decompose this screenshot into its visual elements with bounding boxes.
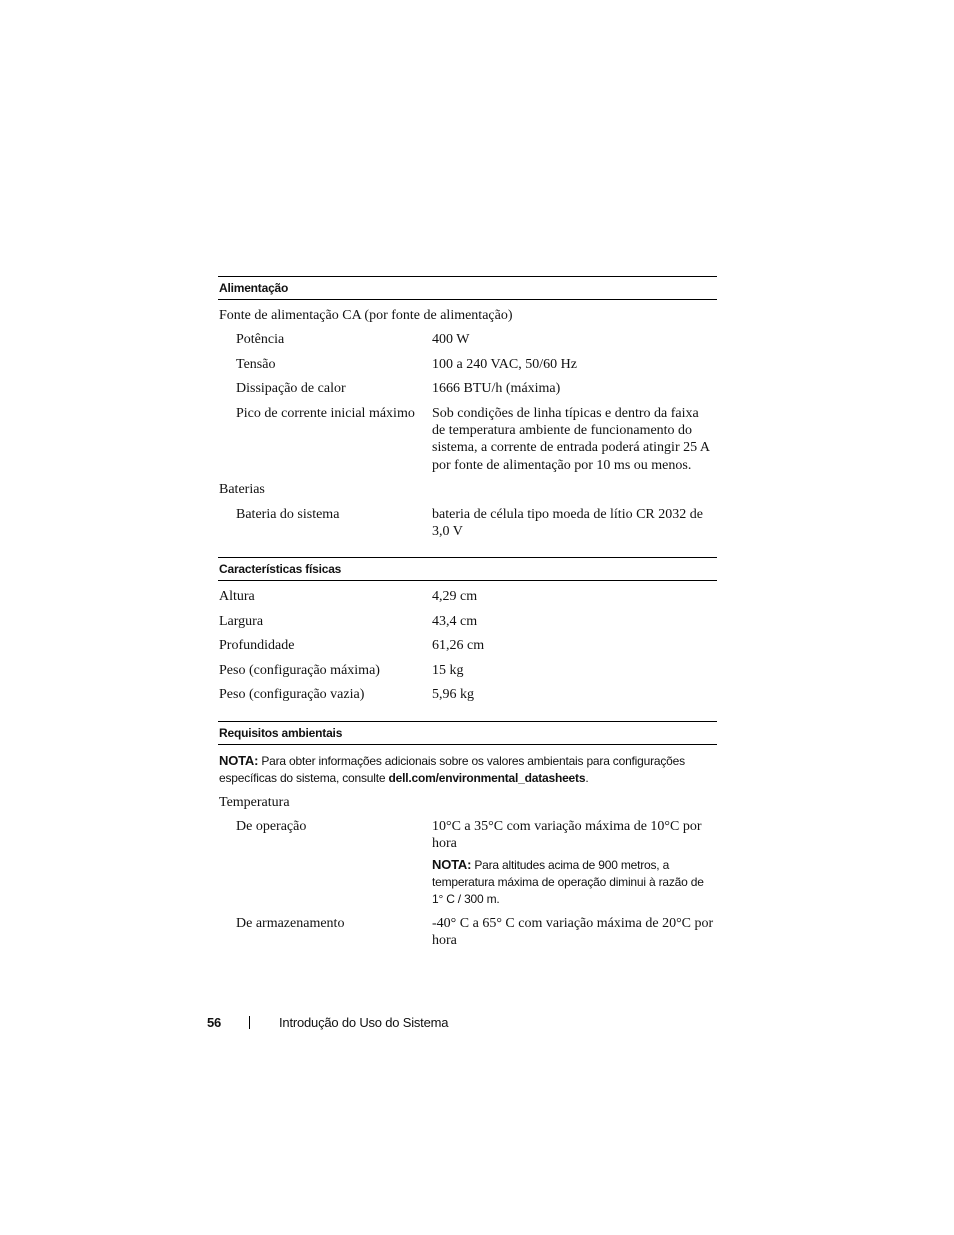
spec-value: 5,96 kg	[432, 687, 474, 703]
page-number: 56	[207, 1015, 222, 1030]
spec-row-heat-dissipation	[218, 380, 717, 397]
footer-separator	[249, 1016, 250, 1029]
spec-row-power-wattage	[218, 331, 717, 348]
spec-value: 43,4 cm	[432, 613, 478, 629]
batteries-heading: Baterias	[219, 482, 265, 498]
section-spacer	[218, 704, 717, 721]
spec-label: Altura	[219, 589, 255, 605]
footer-title: Introdução do Uso do Sistema	[279, 1015, 449, 1030]
note-label: NOTA:	[219, 752, 259, 768]
spec-value: 10°C a 35°C com variação máxima de 10°C por hora	[432, 818, 702, 852]
spec-row-weight-max	[218, 662, 717, 679]
spec-value-group	[432, 818, 717, 908]
spec-label: Profundidade	[219, 638, 295, 654]
spec-value: 61,26 cm	[432, 638, 485, 654]
spec-value: -40° C a 65° C com variação máxima de 20°C por hora	[432, 915, 714, 949]
psu-heading: Fonte de alimentação CA (por fonte de alimentação)	[219, 308, 513, 323]
section-header-power: Alimentação	[218, 276, 717, 300]
section-header-physical: Características físicas	[218, 557, 717, 581]
spec-value: 100 a 240 VAC, 50/60 Hz	[432, 356, 577, 372]
spec-row-voltage	[218, 356, 717, 373]
spec-value: 1666 BTU/h (máxima)	[432, 381, 561, 397]
note-text: Para altitudes acima de 900 metros, a temperatura máxima de operação diminui à razão de 1° C / 300 m.	[432, 857, 704, 906]
spec-label: Pico de corrente inicial máximo	[236, 405, 415, 421]
spec-row-system-battery	[218, 506, 717, 541]
spec-label: Potência	[236, 332, 285, 348]
spec-value: 15 kg	[432, 662, 464, 678]
spec-row-depth	[218, 637, 717, 654]
spec-label: De operação	[236, 818, 307, 834]
note-end: .	[585, 770, 589, 785]
operating-temp-note	[432, 856, 715, 908]
page-footer	[207, 1015, 448, 1030]
spec-label: Dissipação de calor	[236, 381, 346, 397]
spec-value: 4,29 cm	[432, 589, 478, 605]
spec-row-width	[218, 613, 717, 630]
section-header-environmental: Requisitos ambientais	[218, 721, 717, 745]
note-text: Para obter informações adicionais sobre os valores ambientais para configurações específicas do sistema, consulte	[219, 753, 685, 785]
spec-value: 400 W	[432, 332, 470, 348]
temperature-heading: Temperatura	[219, 794, 290, 810]
environmental-note	[218, 752, 717, 787]
datasheets-link[interactable]: dell.com/environmental_datasheets	[388, 770, 586, 785]
note-label: NOTA:	[432, 856, 472, 872]
spec-row-weight-empty	[218, 686, 717, 703]
spec-row-operating-temp	[218, 818, 717, 908]
spec-value: Sob condições de linha típicas e dentro da faixa de temperatura ambiente de funcionamento do sistema, a corrente de entrada poderá atingir 25 A por fonte de alimentação por 10 ms ou menos.	[432, 405, 710, 473]
section-spacer	[218, 540, 717, 557]
spec-label: De armazenamento	[236, 915, 345, 931]
spec-row-storage-temp	[218, 915, 717, 950]
spec-tables	[218, 276, 717, 950]
spec-row-height	[218, 588, 717, 605]
spec-label: Bateria do sistema	[236, 506, 340, 522]
spec-row-inrush-current	[218, 405, 717, 475]
spec-label: Peso (configuração máxima)	[219, 662, 380, 678]
spec-label: Peso (configuração vazia)	[219, 687, 365, 703]
spec-label: Largura	[219, 613, 264, 629]
spec-label: Tensão	[236, 356, 276, 372]
spec-value: bateria de célula tipo moeda de lítio CR 2032 de 3,0 V	[432, 506, 703, 540]
